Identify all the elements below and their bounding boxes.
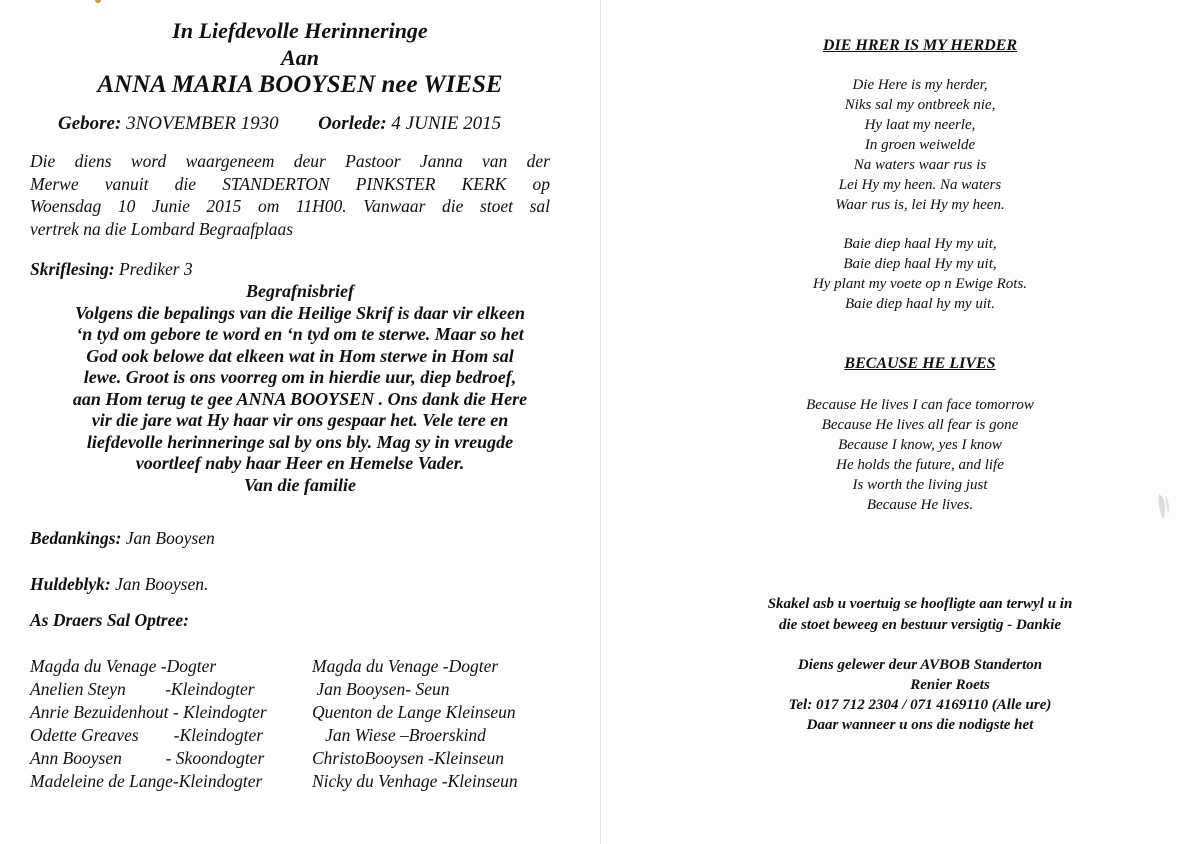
poem-line: Because I know, yes I know — [838, 437, 1002, 453]
poem-line: Is worth the living just — [852, 477, 988, 493]
bearer-row — [30, 701, 575, 724]
tribute-label: Huldeblyk: — [30, 574, 111, 594]
poem2-title: BECAUSE HE LIVES — [844, 355, 996, 372]
bearer-row — [30, 770, 575, 793]
letter-line: voortleef naby haar Heer en Hemelse Vader. — [135, 453, 465, 473]
scripture-value: Prediker 3 — [118, 259, 193, 279]
poem-line: In groen weiwelde — [864, 137, 976, 153]
tribute-value: Jan Booysen. — [115, 574, 209, 594]
thanks-line — [30, 528, 215, 549]
poem1-title: DIE HRER IS MY HERDER — [822, 37, 1018, 54]
poem-line: Baie diep haal hy my uit. — [845, 296, 995, 312]
headlights-notice — [600, 594, 1200, 636]
letter-line: lewe. Groot is ons voorreg om in hierdie uur, diep bedroef, — [83, 367, 517, 387]
poem-line: Waar rus is, lei Hy my heen. — [835, 197, 1005, 213]
bearers-list — [30, 655, 575, 793]
bearer-left: Magda du Venage -Dogter — [30, 656, 217, 676]
bearers-heading: As Draers Sal Optree: — [30, 610, 189, 630]
bearer-row — [30, 747, 575, 770]
letter-line: liefdevolle herinneringe sal by ons bly. Mag sy in vreugde — [86, 431, 514, 452]
provider-tagline: Daar wanneer u ons die nodigste het — [806, 717, 1034, 733]
memorial-heading: In Liefdevolle Herinneringe — [172, 18, 428, 43]
bearer-left: Ann Booysen - Skoondogter — [30, 748, 265, 768]
scripture-line — [30, 259, 193, 280]
thanks-value: Jan Booysen — [125, 528, 215, 548]
paper-smudge-decoration — [1155, 492, 1171, 522]
letter-line: ‘n tyd om gebore te word en ‘n tyd om te sterwe. Maar so het — [76, 324, 524, 344]
bearer-left: Anrie Bezuidenhout - Kleindogter — [30, 702, 267, 722]
notice-line: Skakel asb u voertuig se hoofligte aan terwyl u in — [767, 596, 1073, 612]
letter-line: aan Hom terug te gee ANNA BOOYSEN . Ons dank die Here — [72, 388, 528, 409]
poem-line: Niks sal my ontbreek nie, — [844, 97, 996, 113]
tribute-line — [30, 574, 208, 595]
deceased-name: ANNA MARIA BOOYSEN nee WIESE — [97, 71, 503, 98]
memorial-to: Aan — [281, 45, 319, 70]
born-date: 3NOVEMBER 1930 — [126, 113, 279, 134]
funeral-letter — [30, 281, 570, 496]
poem-line: Hy plant my voete op n Ewige Rots. — [812, 276, 1028, 292]
poem-line: Baie diep haal Hy my uit, — [843, 256, 997, 272]
poem-line: Na waters waar rus is — [853, 157, 987, 173]
provider-phone: Tel: 017 712 2304 / 071 4169110 (Alle ure) — [788, 697, 1052, 713]
provider-contact-person: Renier Roets — [910, 677, 990, 693]
bearer-left: Odette Greaves -Kleindogter — [30, 725, 264, 745]
thanks-label: Bedankings: — [30, 528, 122, 548]
poem-line: Die Here is my herder, — [852, 77, 988, 93]
service-line: Woensdag 10 Junie 2015 om 11H00. Vanwaar die stoet sal — [30, 196, 550, 216]
bearer-row — [30, 655, 575, 678]
service-line: vertrek na die Lombard Begraafplaas — [30, 218, 294, 239]
poem1-stanza2 — [600, 234, 1200, 314]
bearer-row — [30, 678, 575, 701]
bearer-right: Jan Booysen- Seun — [312, 679, 450, 699]
poem-line: He holds the future, and life — [836, 457, 1004, 473]
bearer-right: Nicky du Venhage -Kleinseun — [312, 771, 518, 791]
poem-line: Lei Hy my heen. Na waters — [838, 177, 1002, 193]
bearer-left: Madeleine de Lange-Kleindogter — [30, 771, 263, 791]
poem-line: Because He lives all fear is gone — [821, 417, 1019, 433]
poem-line: Hy laat my neerle, — [864, 117, 976, 133]
poem1-stanza1 — [600, 75, 1200, 215]
poem-line: Baie diep haal Hy my uit, — [843, 236, 997, 252]
died-label: Oorlede: — [318, 113, 387, 134]
provider-line: Diens gelewer deur AVBOB Standerton — [797, 657, 1043, 673]
service-provider-contact — [600, 655, 1200, 735]
dates-line — [58, 113, 501, 135]
poem2-verse — [600, 395, 1200, 515]
bearer-right: Quenton de Lange Kleinseun — [312, 702, 516, 722]
bearer-right: Magda du Venage -Dogter — [312, 656, 499, 676]
died-date: 4 JUNIE 2015 — [391, 113, 502, 134]
bearer-row — [30, 724, 575, 747]
service-paragraph — [30, 150, 550, 240]
letter-title: Begrafnisbrief — [246, 281, 354, 301]
born-label: Gebore: — [58, 113, 122, 134]
poem-line: Because He lives I can face tomorrow — [806, 397, 1034, 413]
letter-signoff: Van die familie — [244, 474, 356, 495]
letter-line: vir die jare wat Hy haar vir ons gespaar het. Vele tere en — [91, 410, 509, 430]
bearer-right: Jan Wiese –Broerskind — [312, 725, 486, 745]
service-line: Merwe vanuit die STANDERTON PINKSTER KERK op — [30, 173, 550, 194]
service-line: Die diens word waargeneem deur Pastoor Janna van der — [30, 151, 550, 171]
bearer-right: ChristoBooysen -Kleinseun — [312, 748, 504, 768]
notice-line: die stoet beweeg en bestuur versigtig - Dankie — [778, 617, 1062, 633]
letter-line: Volgens die bepalings van die Heilige Skrif is daar vir elkeen — [75, 302, 525, 323]
poem-line: Because He lives. — [866, 497, 974, 513]
letter-line: God ook belowe dat elkeen wat in Hom sterwe in Hom sal — [86, 345, 514, 366]
bearer-left: Anelien Steyn -Kleindogter — [30, 679, 255, 699]
scripture-label: Skriflesing: — [30, 259, 115, 279]
